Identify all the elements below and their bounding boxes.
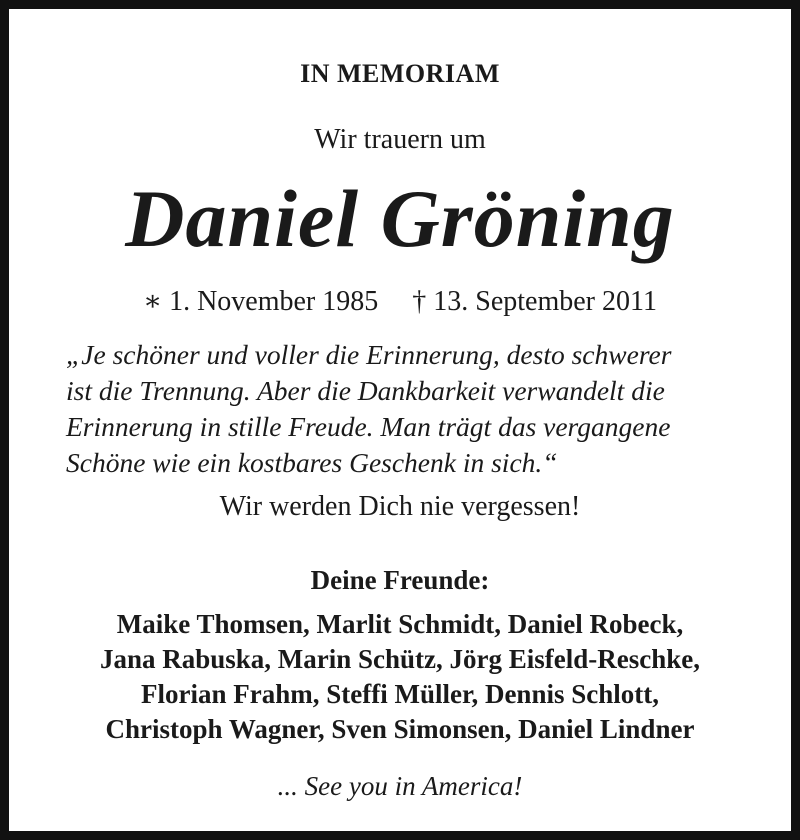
quote-line: Erinnerung in stille Freude. Man trägt das vergangene — [66, 411, 671, 442]
intro-text: Wir trauern um — [314, 124, 486, 155]
life-dates — [18, 284, 782, 318]
friends-line: Christoph Wagner, Sven Simonsen, Daniel Lindner — [105, 714, 695, 744]
friends-list — [48, 607, 752, 747]
quote-line: Schöne wie ein kostbares Geschenk in sich.“ — [66, 447, 558, 478]
closing-text: Wir werden Dich nie vergessen! — [219, 491, 581, 522]
friends-line: Maike Thomsen, Marlit Schmidt, Daniel Robeck, — [116, 609, 684, 639]
notice-heading: IN MEMORIAM — [300, 59, 500, 88]
friends-line: Jana Rabuska, Marin Schütz, Jörg Eisfeld-Reschke, — [99, 644, 701, 674]
death-date: † 13. September 2011 — [412, 286, 657, 317]
friends-line: Florian Frahm, Steffi Müller, Dennis Schlott, — [141, 679, 659, 709]
birth-date: ∗ 1. November 1985 — [143, 286, 379, 317]
footer-text: ... See you in America! — [277, 771, 523, 801]
deceased-name: Daniel Gröning — [125, 173, 675, 264]
memorial-quote — [66, 337, 742, 481]
quote-line: „Je schöner und voller die Erinnerung, desto schwerer — [66, 339, 672, 370]
quote-line: ist die Trennung. Aber die Dankbarkeit verwandelt die — [66, 375, 665, 406]
signoff-heading: Deine Freunde: — [310, 565, 490, 595]
